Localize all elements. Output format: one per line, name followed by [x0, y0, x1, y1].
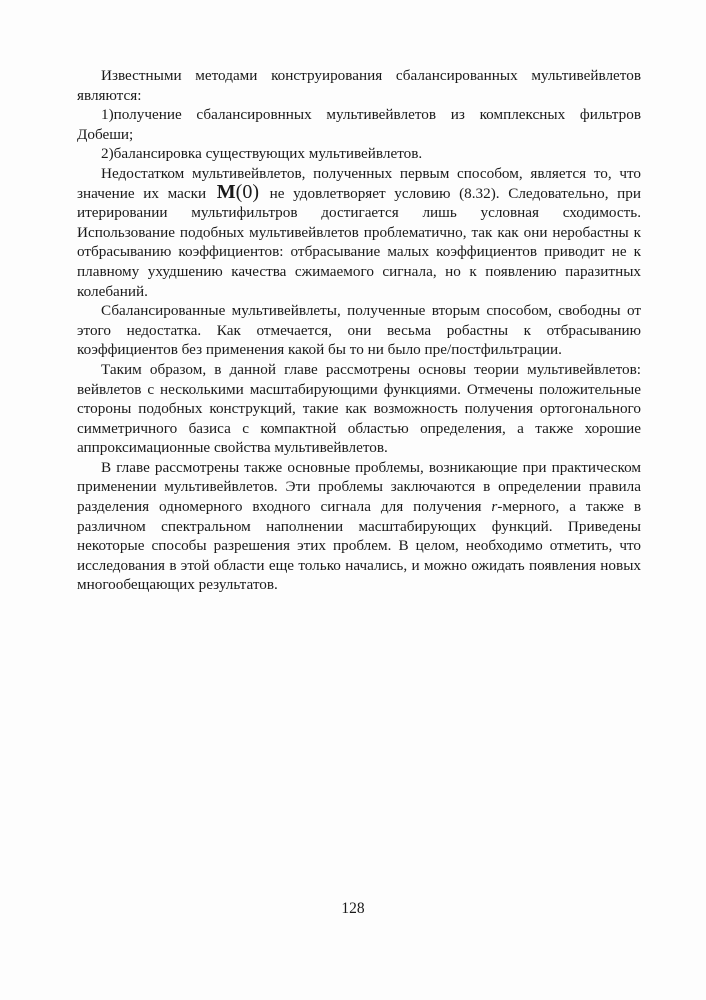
mask-formula: [215, 181, 261, 203]
page-number: 128: [341, 900, 365, 917]
variable-r: r: [491, 498, 498, 516]
paragraph-method-2: 2)балансировка существующих мультивейвлетов.: [101, 145, 423, 163]
paragraph-drawback: [77, 164, 641, 301]
problems-text-after: -мерного, а также в различном спектральном наполнении масштабирующих функций. Приведены некоторые способы разрешения этих проблем. В целом, необходимо отметить, что исследования в этой области еще только начались, и можно ожидать появления новых многообещающих результатов.: [77, 498, 641, 594]
paragraph-intro: Известными методами конструирования сбалансированных мультивейвлетов являются:: [77, 67, 641, 104]
drawback-text-after: не удовлетворяет условию (8.32). Следовательно, при итерировании мультифильтров достигается лишь условная сходимость. Использование подобных мультивейвлетов проблематично, так как они неробастны к отбрасыванию коэффициентов: отбрасывание малых коэффициентов приводит не к плавному ухудшению качества сжимаемого сигнала, но к появлению паразитных колебаний.: [77, 184, 641, 300]
body-text: [77, 66, 641, 595]
problems-text-before: В главе рассмотрены также основные проблемы, возникающие при практическом применении мультивейвлетов. Эти проблемы заключаются в определении правила разделения одномерного входного сигнала для получения: [77, 458, 641, 516]
drawback-text-before: Недостатком мультивейвлетов, полученных первым способом, является то, что значение их маски: [77, 164, 641, 202]
paragraph-method-1: 1)получение сбалансировнных мультивейвлетов из комплексных фильтров Добеши;: [77, 106, 641, 143]
paragraph-problems: [77, 458, 641, 595]
mask-argument: (0): [235, 180, 259, 203]
paragraph-balanced: Сбалансированные мультивейвлеты, полученные вторым способом, свободны от этого недостатка. Как отмечается, они весьма робастны к отбрасыванию коэффициентов без применения какой бы то ни было пре/постфильтрации.: [77, 302, 641, 359]
paragraph-summary: Таким образом, в данной главе рассмотрены основы теории мультивейвлетов: вейвлетов с несколькими масштабирующими функциями. Отмечены положительные стороны подобных конструкций, такие как возможность получения ортогонального симметричного базиса с компактной областью определения, а также хорошие аппроксимационные свойства мультивейвлетов.: [77, 360, 641, 457]
mask-symbol: M: [216, 180, 236, 203]
